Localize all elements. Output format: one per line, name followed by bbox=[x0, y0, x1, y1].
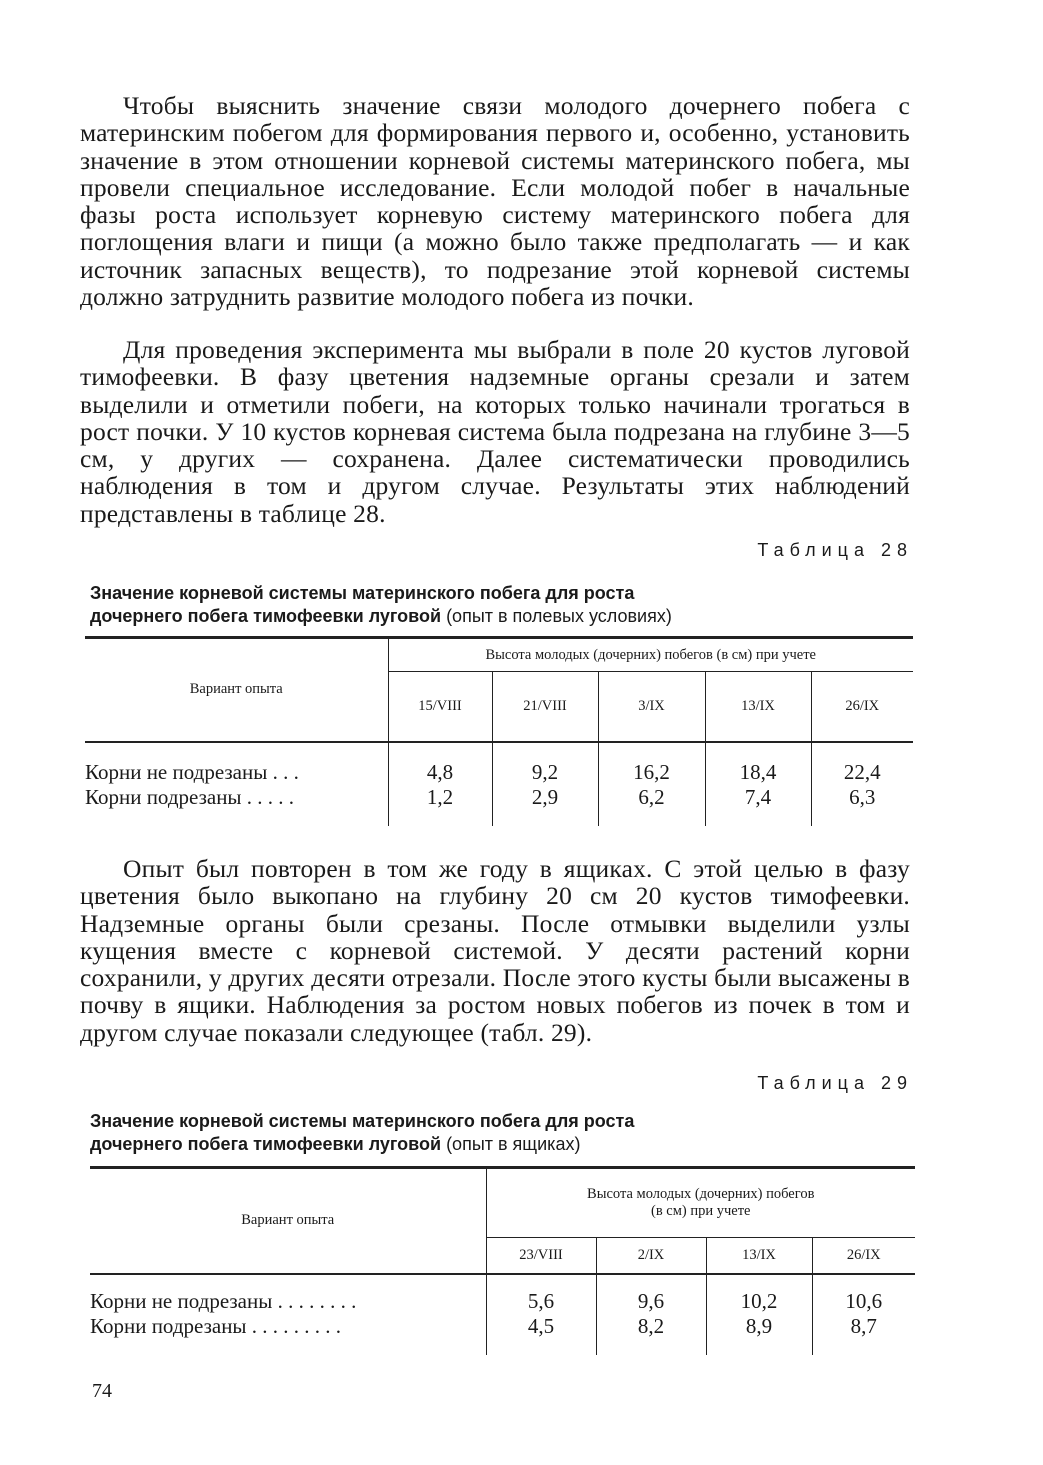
table-28-title-line2a: дочернего побега тимофеевки луговой bbox=[90, 606, 442, 626]
table-28-date-2: 21/VIII bbox=[492, 672, 598, 742]
table-29-group-header-line2: (в см) при учете bbox=[650, 1203, 751, 1219]
table-29-variant-header: Вариант опыта bbox=[90, 1168, 486, 1274]
table-29-title-line2b: (опыт в ящиках) bbox=[441, 1134, 581, 1154]
table-29-label: Таблица 29 bbox=[757, 1073, 913, 1093]
paragraph-3: Опыт был повторен в том же году в ящиках. С этой целью в фазу цветения было выкопано на глубину 20 см 20 кустов тимофеевки. Надземные органы были срезаны. После отмывки выделили узлы кущения вместе с корневой системой. У десяти растений корни сохранили, у других десяти отрезали. После этого кусты были высажены в почву в ящики. Наблюдения за ростом новых побегов из почек в том и другом случае показали следующее (табл. 29). bbox=[80, 854, 910, 1047]
table-row bbox=[85, 785, 913, 810]
table-28-cell: 6,3 bbox=[849, 784, 876, 809]
table-28-cell: 4,8 bbox=[388, 760, 492, 785]
table-28-cell: 9,2 bbox=[492, 760, 598, 785]
table-29-row-2-label: Корни подрезаны . . . . . . . . . bbox=[90, 1314, 486, 1339]
page-number: 74 bbox=[92, 1380, 112, 1402]
table-28-cell: 16,2 bbox=[598, 760, 705, 785]
table-29-cell: 4,5 bbox=[486, 1314, 596, 1339]
table-29-date-4: 26/IX bbox=[812, 1238, 915, 1274]
table-28-cell: 6,2 bbox=[598, 785, 705, 810]
table-28 bbox=[85, 636, 913, 826]
table-29-cell: 8,7 bbox=[850, 1313, 877, 1338]
table-28-cell: 18,4 bbox=[705, 760, 811, 785]
table-28-title bbox=[90, 582, 910, 628]
table-28-row-2-label: Корни подрезаны . . . . . bbox=[85, 785, 388, 810]
table-29-date-3: 13/IX bbox=[706, 1238, 812, 1274]
table-28-date-4: 13/IX bbox=[705, 672, 811, 742]
table-29-cell: 5,6 bbox=[486, 1289, 596, 1314]
table-29-cell: 8,2 bbox=[596, 1314, 706, 1339]
table-29-date-1: 23/VIII bbox=[486, 1238, 596, 1274]
table-29-cell: 8,9 bbox=[706, 1314, 812, 1339]
table-28-cell: 22,4 bbox=[843, 759, 881, 784]
table-28-variant-header: Вариант опыта bbox=[85, 638, 388, 742]
table-29-group-header bbox=[486, 1168, 915, 1238]
table-28-date-5: 26/IX bbox=[811, 672, 913, 742]
table-row bbox=[85, 760, 913, 785]
table-28-row-1-label: Корни не подрезаны . . . bbox=[85, 760, 388, 785]
table-29 bbox=[90, 1166, 915, 1355]
table-28-date-1: 15/VIII bbox=[388, 672, 492, 742]
table-29-cell: 10,6 bbox=[845, 1288, 883, 1313]
table-28-title-line2b: (опыт в полевых условиях) bbox=[441, 606, 672, 626]
table-28-cell: 1,2 bbox=[388, 785, 492, 810]
table-28-title-line1: Значение корневой системы материнского побега для роста bbox=[90, 583, 635, 603]
table-29-title-line2a: дочернего побега тимофеевки луговой bbox=[90, 1134, 442, 1154]
table-28-date-3: 3/IX bbox=[598, 672, 705, 742]
table-28-cell: 2,9 bbox=[492, 785, 598, 810]
paragraph-1: Чтобы выяснить значение связи молодого дочернего побега с материнским побегом для формирования первого и, особенно, установить значение в этом отношении корневой системы материнского побега, мы провели специальное исследование. Если молодой побег в начальные фазы роста использует корневую систему материнского побега для поглощения влаги и пищи (а можно было также предполагать — и как источник запасных веществ), то подрезание этой корневой системы должно затруднить развитие молодого побега из почки. bbox=[80, 91, 910, 312]
table-row bbox=[90, 1289, 915, 1314]
table-29-cell: 9,6 bbox=[596, 1289, 706, 1314]
table-28-cell: 7,4 bbox=[705, 785, 811, 810]
table-28-label: Таблица 28 bbox=[757, 540, 913, 560]
table-29-title bbox=[90, 1110, 910, 1156]
table-29-title-line1: Значение корневой системы материнского побега для роста bbox=[90, 1111, 635, 1131]
table-29-cell: 10,2 bbox=[706, 1289, 812, 1314]
paragraph-2: Для проведения эксперимента мы выбрали в поле 20 кустов луговой тимофеевки. В фазу цветения надземные органы срезали и затем выделили и отметили побеги, на которых только начинали трогаться в рост почки. У 10 кустов корневая система была подрезана на глубине 3—5 см, у других — сохранена. Далее систематически проводились наблюдения в том и другом случае. Результаты этих наблюдений представлены в таблице 28. bbox=[80, 335, 910, 528]
table-29-date-2: 2/IX bbox=[596, 1238, 706, 1274]
table-29-group-header-line1: Высота молодых (дочерних) побегов bbox=[587, 1186, 815, 1202]
table-row bbox=[90, 1314, 915, 1339]
table-29-row-1-label: Корни не подрезаны . . . . . . . . bbox=[90, 1289, 486, 1314]
table-28-group-header: Высота молодых (дочерних) побегов (в см) при учете bbox=[388, 638, 913, 672]
